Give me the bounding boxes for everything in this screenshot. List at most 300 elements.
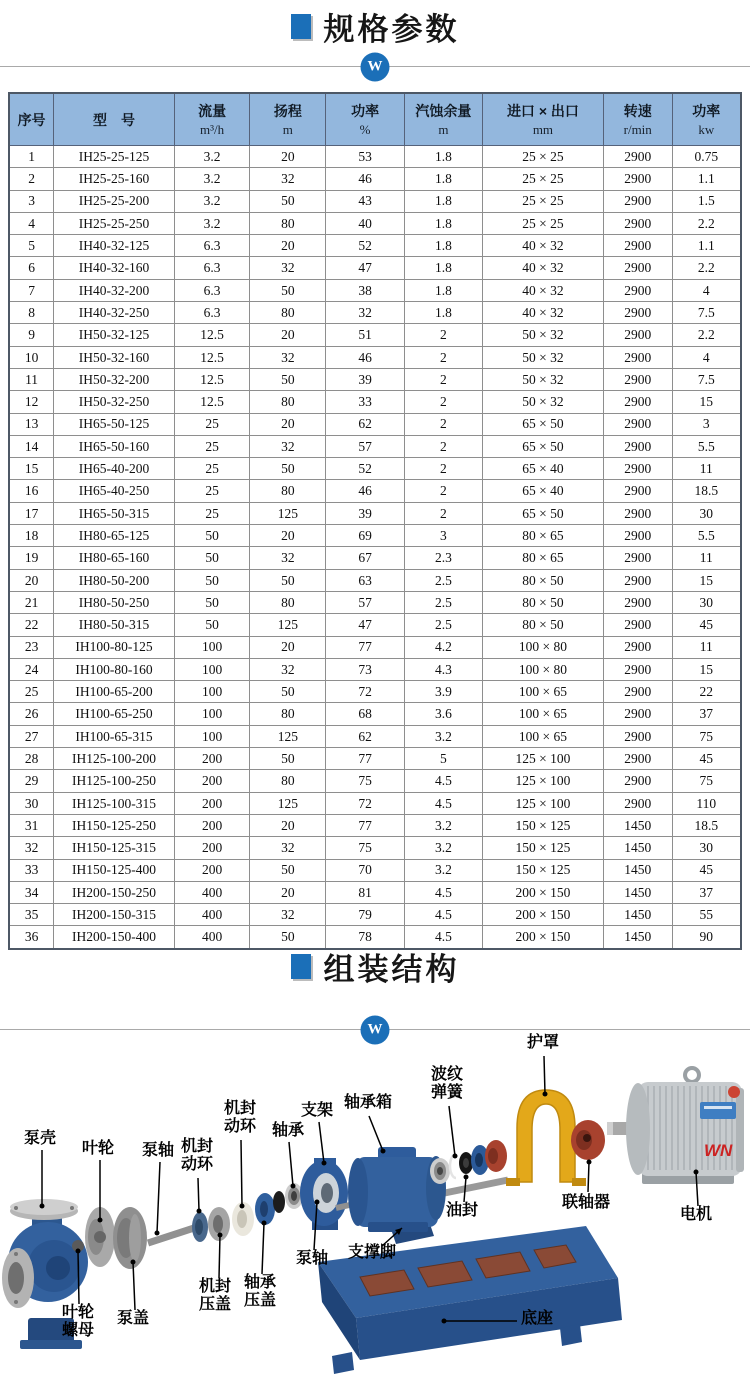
table-cell: 20 [250,413,326,435]
table-cell: 2900 [603,257,672,279]
table-cell: 77 [326,748,404,770]
table-cell: 2900 [603,591,672,613]
table-cell: 1.8 [404,168,482,190]
table-cell: 50 [250,926,326,949]
section-header-assembly [0,944,750,989]
part-label-pump-casing: 泵壳 [24,1130,57,1147]
bearing-gland-part [255,1193,275,1225]
table-cell: 2.3 [404,547,482,569]
table-cell: 20 [250,636,326,658]
column-header: 进口 × 出口 mm [483,93,604,146]
table-cell: 200 [174,837,249,859]
table-cell: 39 [326,502,404,524]
table-cell: 68 [326,703,404,725]
table-cell: 1.8 [404,279,482,301]
table-row [9,636,741,658]
table-cell: 90 [672,926,741,949]
table-cell: 1.8 [404,302,482,324]
table-cell: 2900 [603,302,672,324]
table-cell: 1450 [603,881,672,903]
table-cell: 2 [404,324,482,346]
table-row [9,770,741,792]
table-cell: 11 [9,368,54,390]
table-cell: 2 [404,413,482,435]
part-label-seal-gland: 机封压盖 [198,1278,231,1313]
table-cell: IH50-32-160 [54,346,175,368]
table-cell: 2.2 [672,257,741,279]
table-cell: 24 [9,658,54,680]
table-cell: 15 [9,458,54,480]
table-cell: 65 × 50 [483,435,604,457]
table-cell: 50 [250,681,326,703]
table-row [9,591,741,613]
table-cell: 2 [404,480,482,502]
table-cell: 100 [174,636,249,658]
part-label-pump-cover: 泵盖 [117,1310,150,1327]
table-cell: 20 [250,881,326,903]
table-cell: 19 [9,547,54,569]
table-cell: 15 [672,569,741,591]
table-cell: 125 × 100 [483,748,604,770]
table-cell: 2900 [603,391,672,413]
table-cell: 50 [250,190,326,212]
table-cell: 37 [672,703,741,725]
table-cell: IH50-32-125 [54,324,175,346]
table-cell: 20 [250,146,326,168]
table-cell: IH200-150-315 [54,904,175,926]
table-cell: 30 [9,792,54,814]
table-cell: 30 [672,837,741,859]
table-row [9,235,741,257]
table-cell: 1450 [603,859,672,881]
table-cell: 8 [9,302,54,324]
table-cell: 50 [250,748,326,770]
table-cell: 20 [250,235,326,257]
table-row [9,502,741,524]
table-cell: 32 [250,435,326,457]
table-cell: 21 [9,591,54,613]
table-row [9,368,741,390]
part-label-support-foot: 支撑脚 [348,1244,397,1261]
table-cell: 35 [9,904,54,926]
table-cell: 2900 [603,212,672,234]
table-cell: 3 [404,525,482,547]
table-cell: 2 [404,391,482,413]
table-cell: 32 [250,547,326,569]
table-cell: 50 × 32 [483,391,604,413]
table-cell: 65 × 40 [483,480,604,502]
table-cell: 3.9 [404,681,482,703]
table-cell: 80 [250,391,326,413]
table-cell: 3 [9,190,54,212]
table-cell: 65 × 40 [483,458,604,480]
part-label-seal-ring-a: 机封动环 [180,1138,213,1173]
table-cell: 57 [326,435,404,457]
table-cell: 32 [250,658,326,680]
table-cell: 32 [250,837,326,859]
table-cell: 25 × 25 [483,146,604,168]
table-cell: 1.8 [404,235,482,257]
table-cell: 6.3 [174,235,249,257]
part-label-bearing-gland: 轴承压盖 [243,1274,276,1309]
table-cell: 6.3 [174,302,249,324]
table-cell: 34 [9,881,54,903]
table-cell: 28 [9,748,54,770]
part-label-wave-spring: 波纹弹簧 [430,1066,463,1101]
table-cell: 0.75 [672,146,741,168]
table-cell: 4.3 [404,658,482,680]
table-cell: IH80-65-160 [54,547,175,569]
table-row [9,547,741,569]
part-label-guard: 护罩 [527,1034,560,1051]
table-cell: 77 [326,636,404,658]
table-cell: 18.5 [672,480,741,502]
table-cell: 47 [326,614,404,636]
table-cell: 2900 [603,368,672,390]
table-cell: 25 [174,413,249,435]
table-cell: 2900 [603,413,672,435]
w-badge-icon: W [361,53,390,82]
table-cell: 45 [672,748,741,770]
table-cell: 65 × 50 [483,413,604,435]
table-cell: 3.2 [174,146,249,168]
table-cell: 55 [672,904,741,926]
table-cell: 50 × 32 [483,368,604,390]
table-row [9,435,741,457]
table-cell: 1.8 [404,146,482,168]
table-cell: 12.5 [174,368,249,390]
table-cell: 80 [250,302,326,324]
table-cell: 3.2 [404,859,482,881]
table-cell: 80 × 65 [483,547,604,569]
table-cell: 10 [9,346,54,368]
table-cell: 2900 [603,703,672,725]
table-cell: 50 [174,525,249,547]
table-cell: 1.5 [672,190,741,212]
w-badge-icon: W [361,1016,390,1045]
table-cell: 125 [250,725,326,747]
table-cell: 39 [326,368,404,390]
table-cell: 100 [174,658,249,680]
table-row [9,257,741,279]
table-cell: 2 [404,346,482,368]
table-cell: 32 [326,302,404,324]
table-cell: 4 [672,279,741,301]
table-cell: 67 [326,547,404,569]
table-cell: 50 [174,614,249,636]
table-cell: 150 × 125 [483,837,604,859]
section-title: 组装结构 [323,952,460,987]
table-cell: IH25-25-250 [54,212,175,234]
table-cell: IH100-65-200 [54,681,175,703]
table-cell: 2 [404,368,482,390]
table-cell: 2900 [603,346,672,368]
table-cell: 1450 [603,837,672,859]
table-cell: IH100-80-125 [54,636,175,658]
table-cell: 125 × 100 [483,770,604,792]
table-cell: 47 [326,257,404,279]
table-cell: 11 [672,636,741,658]
table-cell: 73 [326,658,404,680]
table-cell: 50 [250,859,326,881]
table-cell: 12.5 [174,391,249,413]
blue-square-icon [291,14,311,39]
table-cell: 20 [250,814,326,836]
table-cell: 2900 [603,502,672,524]
table-cell: 4.5 [404,926,482,949]
table-cell: 38 [326,279,404,301]
table-cell: 52 [326,235,404,257]
table-cell: 2900 [603,792,672,814]
table-cell: 17 [9,502,54,524]
table-cell: 75 [326,770,404,792]
table-cell: 3.2 [174,190,249,212]
part-label-seal-ring-b: 机封动环 [223,1100,256,1135]
table-cell: 3.2 [404,814,482,836]
table-row [9,346,741,368]
table-cell: 45 [672,859,741,881]
table-row [9,324,741,346]
table-cell: 26 [9,703,54,725]
part-label-base: 底座 [521,1310,554,1327]
table-row [9,881,741,903]
table-cell: 9 [9,324,54,346]
table-cell: 2900 [603,658,672,680]
table-cell: 2900 [603,324,672,346]
table-cell: IH100-65-250 [54,703,175,725]
table-cell: 2900 [603,614,672,636]
rear-bearing-part [430,1158,450,1184]
table-row [9,837,741,859]
column-header: 功率 kw [672,93,741,146]
table-cell: 100 × 65 [483,725,604,747]
table-cell: 46 [326,346,404,368]
table-cell: 16 [9,480,54,502]
table-cell: 2900 [603,190,672,212]
table-cell: 4.5 [404,792,482,814]
table-cell: 57 [326,591,404,613]
table-cell: 400 [174,881,249,903]
table-cell: 200 [174,814,249,836]
table-cell: 32 [9,837,54,859]
part-label-bearing-box: 轴承箱 [344,1094,393,1111]
part-label-pump-shaft-2: 泵轴 [296,1250,329,1267]
table-cell: IH100-65-315 [54,725,175,747]
table-cell: 25 × 25 [483,168,604,190]
table-cell: 7 [9,279,54,301]
table-cell: 80 × 50 [483,569,604,591]
table-cell: 77 [326,814,404,836]
table-cell: 4.5 [404,904,482,926]
table-cell: 2.5 [404,569,482,591]
table-cell: 22 [9,614,54,636]
column-header: 流量 m³/h [174,93,249,146]
table-cell: 75 [672,725,741,747]
table-cell: 32 [250,346,326,368]
table-row [9,279,741,301]
table-cell: 4.5 [404,770,482,792]
table-cell: 80 [250,591,326,613]
table-cell: 25 [174,458,249,480]
table-cell: 100 [174,725,249,747]
table-cell: 5 [404,748,482,770]
table-cell: IH150-125-315 [54,837,175,859]
table-cell: IH150-125-400 [54,859,175,881]
table-cell: 36 [9,926,54,949]
table-body [9,146,741,949]
table-cell: 7.5 [672,302,741,324]
part-label-motor: 电机 [680,1206,713,1223]
table-cell: 2900 [603,235,672,257]
table-row [9,792,741,814]
blue-square-icon [291,954,311,979]
table-row [9,569,741,591]
table-cell: 40 × 32 [483,279,604,301]
table-cell: 53 [326,146,404,168]
table-cell: 25 × 25 [483,212,604,234]
table-row [9,391,741,413]
table-cell: 63 [326,569,404,591]
table-cell: 6.3 [174,257,249,279]
table-cell: IH65-40-200 [54,458,175,480]
table-cell: 125 [250,502,326,524]
part-label-bracket: 支架 [301,1102,334,1119]
table-cell: 45 [672,614,741,636]
table-cell: 4.5 [404,881,482,903]
table-cell: 150 × 125 [483,859,604,881]
table-cell: 5 [9,235,54,257]
table-cell: 29 [9,770,54,792]
table-cell: 4 [9,212,54,234]
table-cell: 50 [250,569,326,591]
table-cell: 72 [326,681,404,703]
table-cell: 2900 [603,748,672,770]
column-header: 转速 r/min [603,93,672,146]
table-cell: 3 [672,413,741,435]
table-cell: 125 × 100 [483,792,604,814]
table-cell: 2900 [603,435,672,457]
table-cell: 3.2 [404,725,482,747]
table-row [9,614,741,636]
table-cell: 5.5 [672,525,741,547]
table-cell: 80 × 50 [483,591,604,613]
table-cell: 200 [174,770,249,792]
table-cell: 200 [174,859,249,881]
bearing-box-part [348,1147,446,1232]
table-cell: 2900 [603,168,672,190]
column-header: 型 号 [54,93,175,146]
column-header: 扬程 m [250,93,326,146]
table-cell: 4.2 [404,636,482,658]
table-row [9,480,741,502]
table-cell: 7.5 [672,368,741,390]
pump-cover-part [113,1207,147,1269]
spec-table [8,92,742,950]
table-cell: 51 [326,324,404,346]
table-cell: 1450 [603,926,672,949]
table-cell: 18.5 [672,814,741,836]
table-cell: 12.5 [174,324,249,346]
table-cell: 2 [9,168,54,190]
part-label-impeller: 叶轮 [82,1140,115,1157]
table-cell: 62 [326,413,404,435]
table-cell: IH65-50-315 [54,502,175,524]
table-cell: IH25-25-125 [54,146,175,168]
table-header [9,93,741,146]
table-cell: IH50-32-200 [54,368,175,390]
table-cell: 3.2 [404,837,482,859]
table-cell: 20 [250,324,326,346]
section-header-specs [0,4,750,49]
table-cell: 15 [672,391,741,413]
table-cell: IH80-50-315 [54,614,175,636]
table-row [9,703,741,725]
table-cell: 3.6 [404,703,482,725]
table-cell: 14 [9,435,54,457]
table-row [9,859,741,881]
coupling-half-part [485,1140,507,1172]
table-cell: 33 [326,391,404,413]
table-cell: 25 [9,681,54,703]
table-row [9,413,741,435]
table-row [9,814,741,836]
table-cell: 11 [672,547,741,569]
table-cell: 12 [9,391,54,413]
table-cell: 200 × 150 [483,926,604,949]
table-cell: 40 × 32 [483,257,604,279]
column-header: 汽蚀余量 m [404,93,482,146]
table-cell: 65 × 50 [483,502,604,524]
table-cell: 2900 [603,525,672,547]
table-cell: 32 [250,904,326,926]
table-cell: 100 × 80 [483,636,604,658]
table-cell: 12.5 [174,346,249,368]
table-cell: 1450 [603,814,672,836]
table-cell: 46 [326,480,404,502]
table-cell: IH65-50-160 [54,435,175,457]
table-cell: 1.8 [404,190,482,212]
table-row [9,904,741,926]
table-cell: IH40-32-125 [54,235,175,257]
mech-seal-ring-part [192,1202,254,1242]
table-cell: 100 × 65 [483,703,604,725]
table-cell: 25 [174,480,249,502]
table-cell: 2.5 [404,591,482,613]
table-cell: 50 × 32 [483,324,604,346]
table-cell: 3.2 [174,212,249,234]
table-cell: IH40-32-200 [54,279,175,301]
table-cell: IH125-100-200 [54,748,175,770]
table-cell: IH200-150-400 [54,926,175,949]
table-cell: 80 × 50 [483,614,604,636]
table-cell: 2 [404,458,482,480]
table-row [9,168,741,190]
table-cell: 2 [404,502,482,524]
table-cell: 200 [174,792,249,814]
table-cell: 2900 [603,480,672,502]
table-cell: 15 [672,658,741,680]
seal-ring-black-part [273,1191,285,1213]
bracket-part [300,1158,348,1230]
table-row [9,190,741,212]
table-cell: 1 [9,146,54,168]
table-cell: 2.5 [404,614,482,636]
table-cell: 80 × 65 [483,525,604,547]
table-cell: IH200-150-250 [54,881,175,903]
table-cell: 2900 [603,636,672,658]
table-cell: IH100-80-160 [54,658,175,680]
table-cell: 80 [250,480,326,502]
